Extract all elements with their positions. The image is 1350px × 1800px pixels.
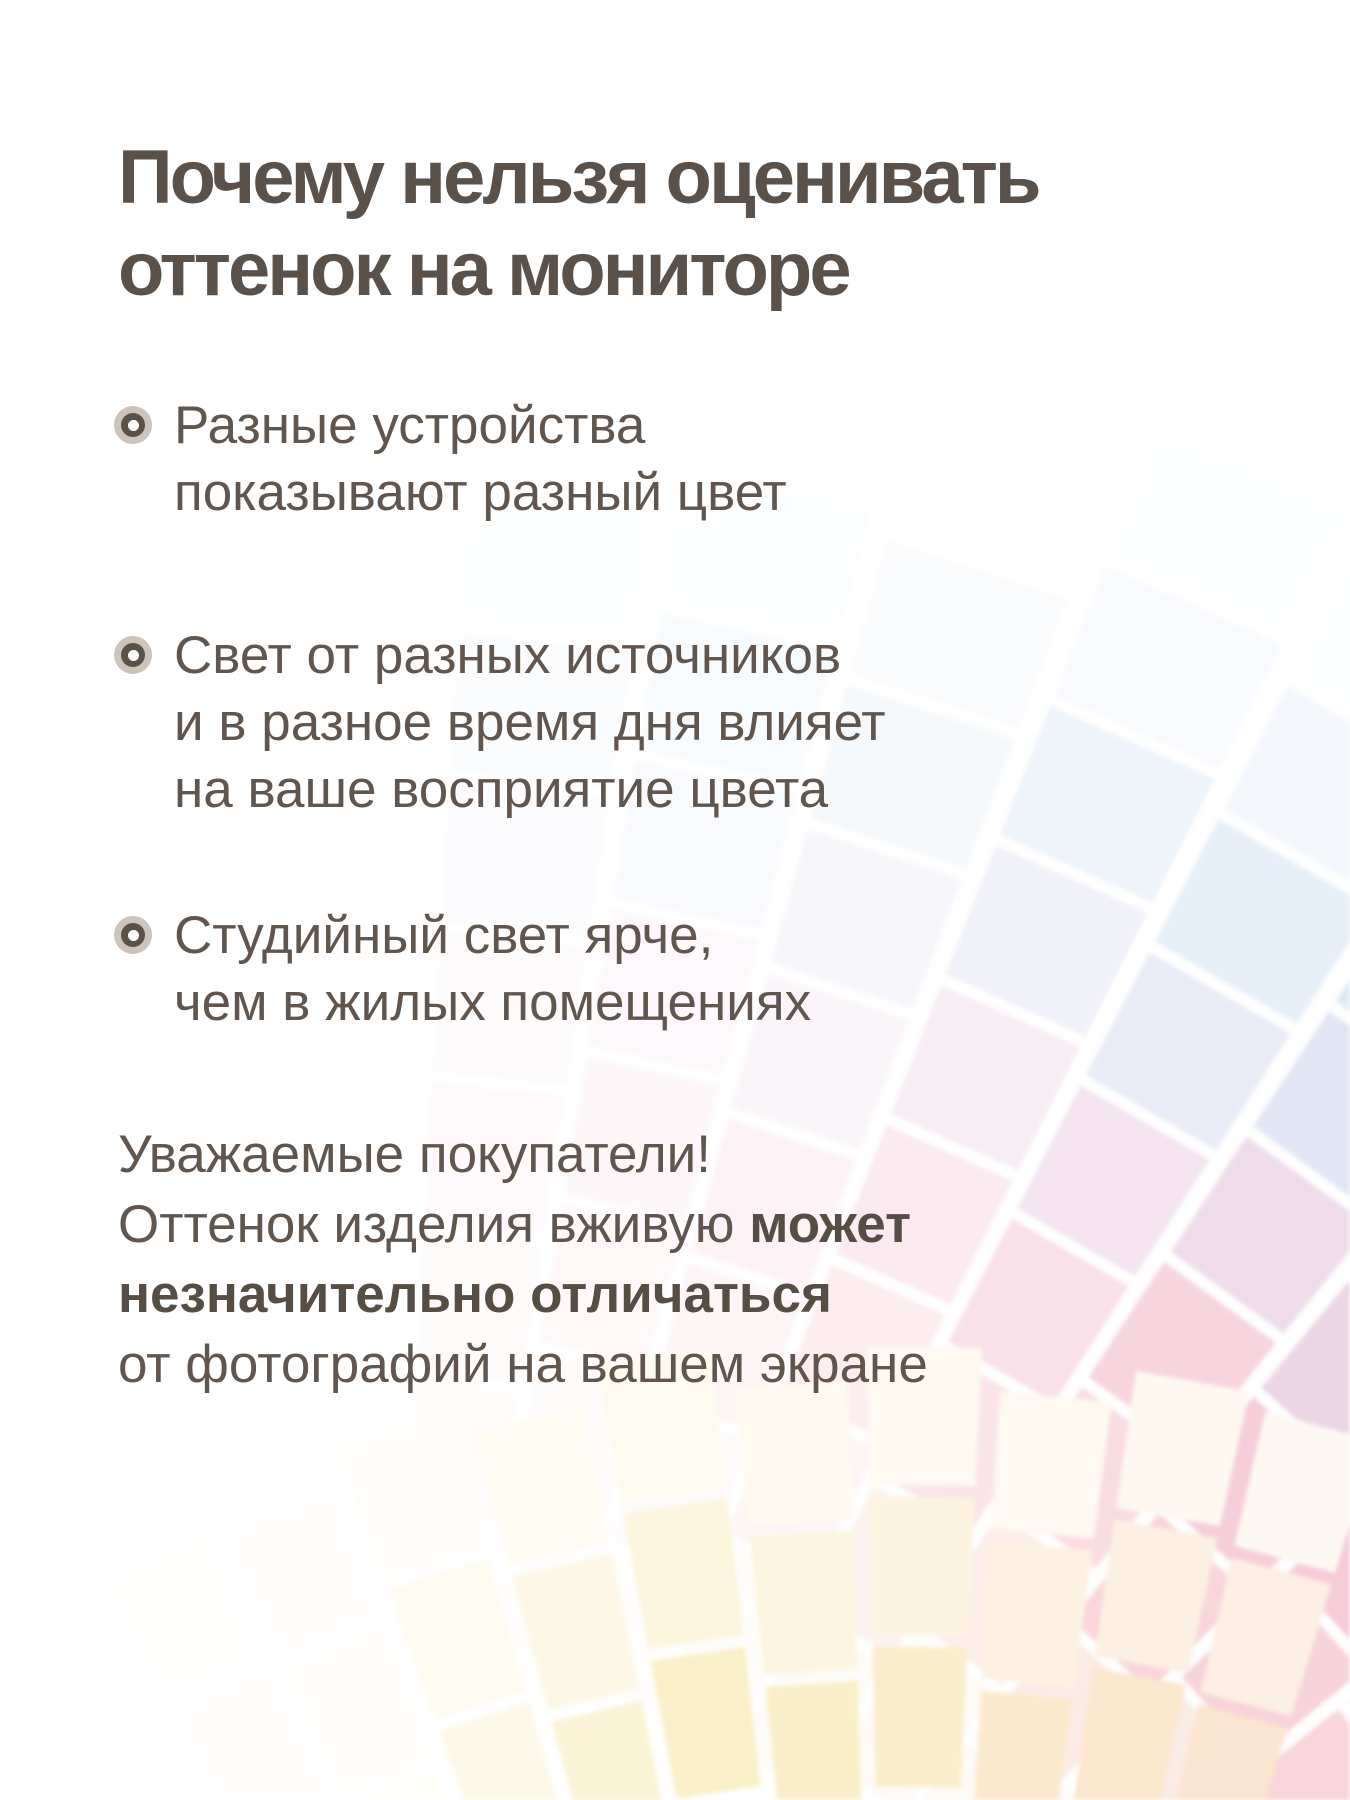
bullet-line: Разные устройства: [174, 396, 646, 455]
bullet-text: [174, 622, 886, 823]
target-bullet-icon-center: [128, 420, 139, 431]
bullet-line: на ваше восприятие цвета: [174, 760, 829, 819]
target-bullet-icon-center: [128, 650, 139, 661]
notice-line-3: [118, 1260, 928, 1330]
page-title: [118, 132, 1039, 316]
bullet-line: Студийный свет ярче,: [174, 906, 714, 965]
target-bullet-icon: [114, 916, 152, 954]
target-bullet-icon-ring: [121, 643, 145, 667]
page-title-line-2: оттенок на мониторе: [118, 227, 849, 312]
target-bullet-icon-ring: [121, 413, 145, 437]
notice-line-2: [118, 1190, 928, 1260]
target-bullet-icon: [114, 636, 152, 674]
notice-line-4: от фотографий на вашем экране: [118, 1335, 928, 1394]
target-bullet-icon-ring: [121, 923, 145, 947]
bullet-line: показывают разный цвет: [174, 463, 787, 522]
page-title-line-1: Почему нельзя оценивать: [118, 135, 1039, 220]
bullet-text: [174, 902, 811, 1036]
target-bullet-icon: [114, 406, 152, 444]
notice-line-3-bold: незначительно отличаться: [118, 1265, 832, 1324]
notice-line-2-bold: может: [749, 1195, 912, 1254]
bullet-text: [174, 392, 787, 526]
bullet-line: Свет от разных источников: [174, 626, 842, 685]
bullet-line: и в разное время дня влияет: [174, 693, 886, 752]
notice-line-2-regular: Оттенок изделия вживую: [118, 1195, 750, 1254]
bullet-item-studio-light: [114, 902, 811, 1036]
bullet-item-devices: [114, 392, 787, 526]
bullet-line: чем в жилых помещениях: [174, 973, 812, 1032]
notice-line-1: Уважаемые покупатели!: [118, 1125, 711, 1184]
target-bullet-icon-center: [128, 930, 139, 941]
bullet-item-light-sources: [114, 622, 886, 823]
customer-notice: [118, 1120, 928, 1400]
